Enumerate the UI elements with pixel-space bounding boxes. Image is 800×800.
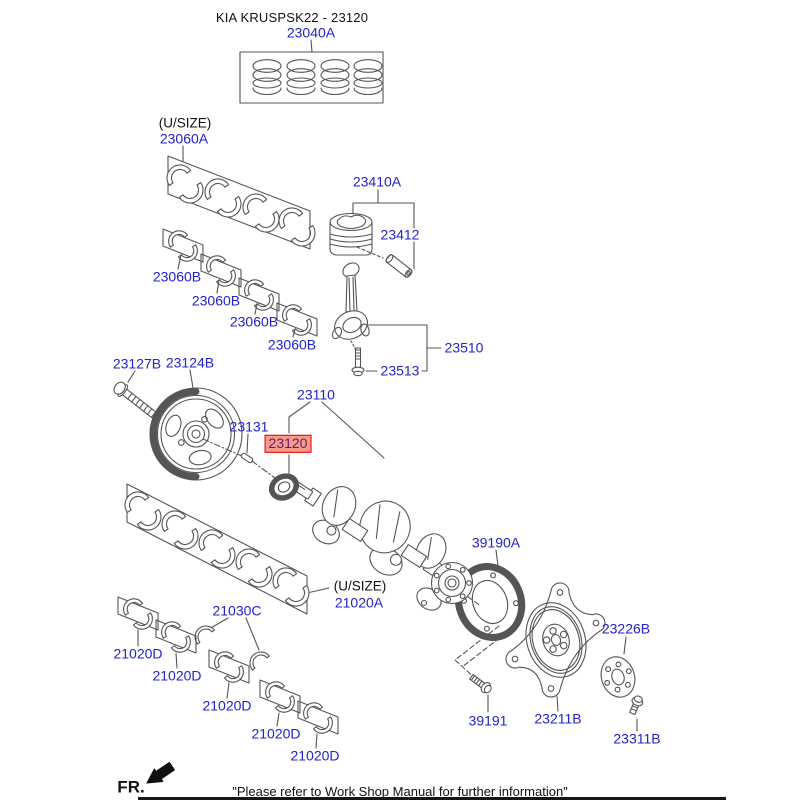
part-23412[interactable]: 23412	[380, 226, 420, 243]
part-21030C[interactable]: 21030C	[212, 602, 262, 619]
rod-bolt-23513	[352, 348, 364, 376]
fr-direction-arrow	[147, 763, 174, 784]
part-23060B-2[interactable]: 23060B	[191, 292, 241, 309]
thrust-washers	[191, 618, 270, 670]
part-23311B[interactable]: 23311B	[613, 730, 661, 747]
piston-pin	[385, 254, 413, 279]
part-23110[interactable]: 23110	[297, 386, 335, 403]
part-21020D-4[interactable]: 21020D	[251, 725, 301, 742]
lower-bearing-set	[120, 484, 329, 614]
adapter-bolt-23311B	[627, 694, 644, 715]
part-23211B[interactable]: 23211B	[534, 710, 582, 727]
part-23120[interactable]: 23120	[265, 435, 312, 453]
part-39190A[interactable]: 39190A	[471, 534, 521, 551]
part-23513[interactable]: 23513	[380, 362, 420, 379]
part-23060B-3[interactable]: 23060B	[229, 313, 279, 330]
part-23040A[interactable]: 23040A	[286, 24, 336, 41]
part-23510[interactable]: 23510	[444, 339, 484, 356]
part-23124B[interactable]: 23124B	[165, 354, 215, 371]
part-21020D-3[interactable]: 21020D	[202, 697, 252, 714]
catalog-title: KIA KRUSPSK22 - 23120	[215, 9, 369, 25]
part-23226B[interactable]: 23226B	[601, 620, 651, 637]
piston-ring-set	[240, 40, 383, 103]
part-23060A[interactable]: 23060A	[159, 130, 209, 147]
workshop-note: "Please refer to Work Shop Manual for further information"	[232, 783, 568, 799]
part-23127B[interactable]: 23127B	[112, 355, 162, 372]
usize-lower: (U/SIZE)	[333, 578, 387, 594]
part-21020D-1[interactable]: 21020D	[113, 645, 163, 662]
part-21020D-5[interactable]: 21020D	[290, 747, 340, 764]
adapter-plate	[596, 637, 645, 731]
part-21020A[interactable]: 21020A	[334, 594, 384, 611]
fr-indicator: FR.	[117, 777, 145, 797]
part-21020D-2[interactable]: 21020D	[152, 667, 202, 684]
part-39191[interactable]: 39191	[468, 712, 508, 729]
part-23131[interactable]: 23131	[229, 418, 269, 435]
piston-assembly	[330, 190, 441, 379]
part-23060B-4[interactable]: 23060B	[267, 336, 317, 353]
part-23060B-1[interactable]: 23060B	[152, 268, 202, 285]
usize-upper: (U/SIZE)	[158, 115, 212, 131]
crankshaft-pulley	[150, 370, 242, 480]
part-23410A[interactable]: 23410A	[352, 173, 402, 190]
